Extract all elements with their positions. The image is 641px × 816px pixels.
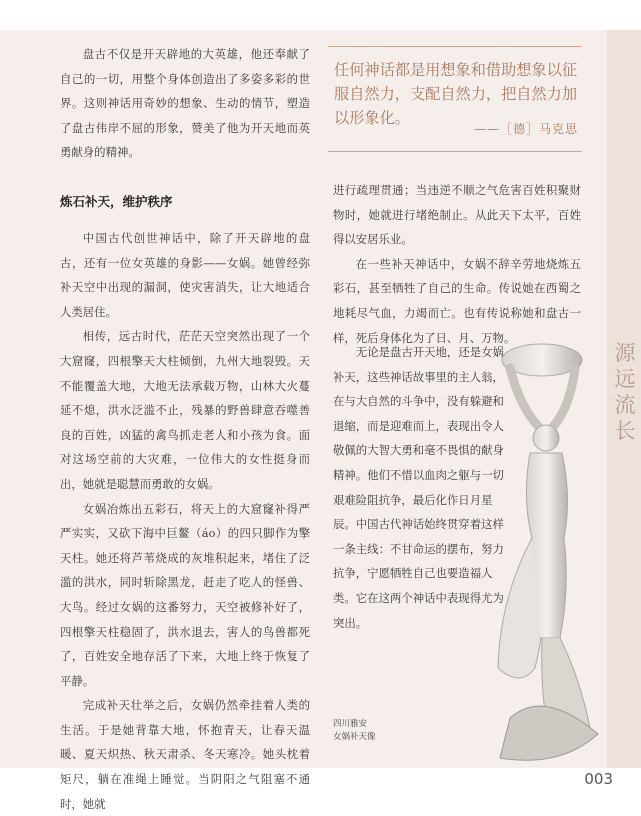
left-intro-paragraph: [60, 42, 310, 165]
nuwa-statue-image: [480, 338, 608, 768]
paragraph: 在一些补天神话中，女娲不辞辛劳地烧炼五彩石，甚至牺牲了自己的生命。传说她在西蜀之地耗尽气血，力竭而亡。也有传说称她和盘古一样，死后身体化为了日、月、万物。: [333, 256, 581, 345]
paragraph: 无论是盘古开天地，还是女娲补天，这些神话故事里的主人翁，在与大自然的斗争中，没有躲避和退缩，而是迎难而上，表现出令人敬佩的大智大勇和毫不畏惧的献身精神。他们不惜以血肉之躯与一切艰难险阻抗争，最后化作日月星辰。中国古代神话始终贯穿着这样一条主线：不甘命运的摆布，努力抗争，宁愿牺牲自己也要造福人类。它在这两个神话中表现得尤为突出。: [333, 345, 504, 630]
quote-top-rule: [328, 46, 582, 47]
side-title: [613, 340, 637, 444]
image-caption: [333, 718, 376, 744]
quote-bottom-rule: [328, 151, 582, 152]
right-body: [333, 178, 581, 350]
side-title-char: 远: [614, 367, 636, 391]
section-heading: 炼石补天，维护秩序: [60, 194, 173, 209]
quote-attribution: ——［德］马克思: [473, 122, 578, 136]
paragraph: 进行疏理贯通；当违逆不顺之气危害百姓积聚财物时，她就进行堵绝制止。从此天下太平，百姓得以安居乐业。: [333, 183, 581, 247]
page-number: 003: [584, 770, 613, 788]
side-title-char: 源: [614, 341, 636, 365]
paragraph: 女娲冶炼出五彩石，将天上的大窟窿补得严严实实，又砍下海中巨鳌（áo）的四只脚作为擎天柱。她还将芦苇烧成的灰堆积起来，堵住了泛滥的洪水，同时斩除黑龙，赶走了吃人的怪兽、大鸟。经过女娲的这番努力，天空被修补好了，四根擎天柱稳固了，洪水退去，害人的鸟兽都死了，百姓安全地存活了下来，大地上终于恢复了平静。: [60, 501, 310, 688]
side-title-char: 长: [614, 419, 636, 443]
paragraph: 完成补天壮举之后，女娲仍然牵挂着人类的生活。于是她背靠大地，怀抱青天，让春天温暖、夏天炽热、秋天肃杀、冬天寒冷。她头枕着矩尺，躺在准绳上睡觉。当阴阳之气阻塞不通时，她就: [60, 698, 310, 811]
caption-line: 四川雅安: [333, 719, 368, 729]
caption-line: 女娲补天像: [333, 732, 376, 742]
quote-box: [328, 46, 582, 152]
paragraph: 中国古代创世神话中，除了开天辟地的盘古，还有一位女英雄的身影——女娲。她曾经弥补天空中出现的漏洞，使灾害消失，让大地适合人类居住。: [60, 231, 310, 319]
paragraph: 盘古不仅是开天辟地的大英雄，他还奉献了自己的一切，用整个身体创造出了多姿多彩的世界。这则神话用奇妙的想象、生动的情节，塑造了盘古伟岸不屈的形象，赞美了他为开天地而英勇献身的精神。: [60, 47, 310, 160]
left-body: [60, 226, 310, 816]
quote-text: 任何神话都是用想象和借助想象以征服自然力，支配自然力，把自然力加以形象化。: [334, 61, 577, 127]
paragraph: 相传，远古时代，茫茫天空突然出现了一个大窟窿，四根擎天大柱倾倒，九州大地裂毁。天不能覆盖大地，大地无法承载万物，山林大火蔓延不熄，洪水泛滥不止，残暴的野兽肆意吞噬善良的百姓，凶猛的禽鸟抓走老人和小孩为食。面对这场空前的大灾难，一位伟大的女性挺身而出，她就是聪慧而勇敢的女娲。: [60, 329, 310, 491]
side-title-char: 流: [614, 393, 636, 417]
